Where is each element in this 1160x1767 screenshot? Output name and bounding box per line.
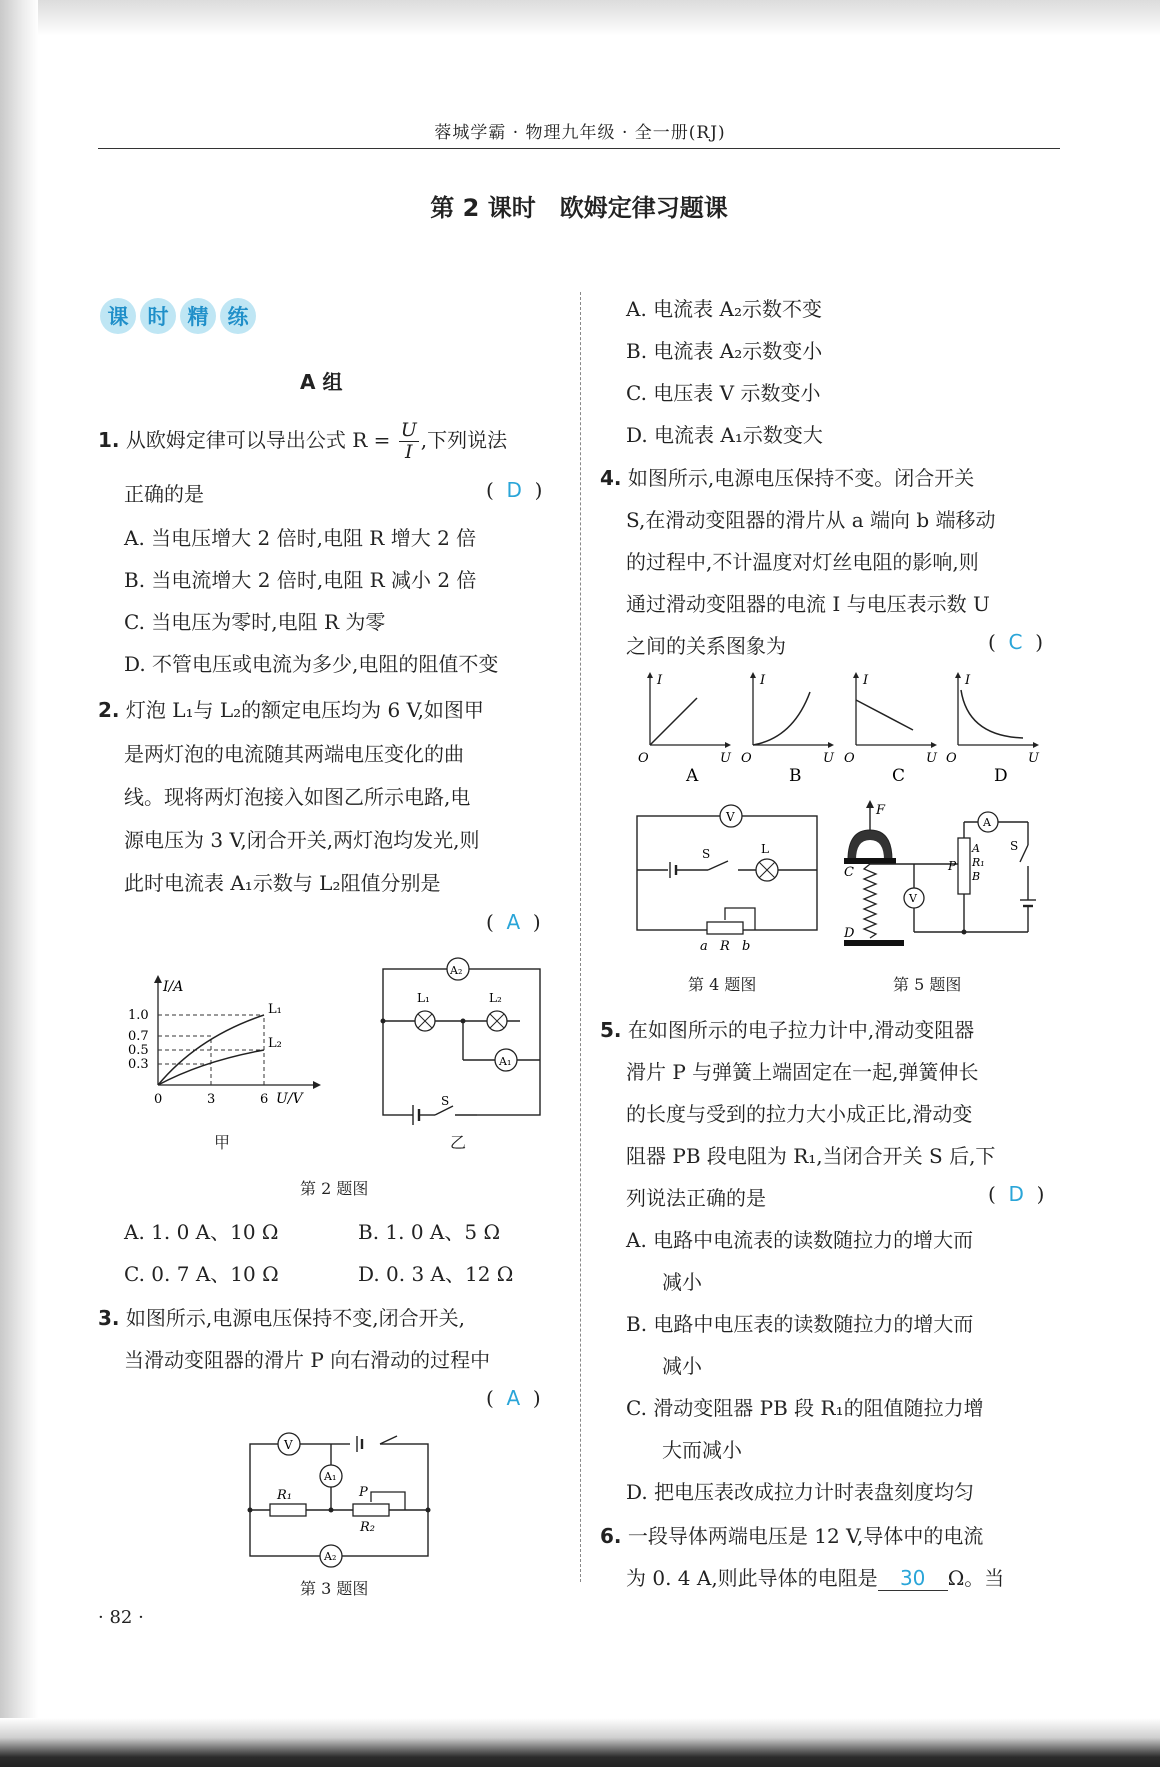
q2-option: C. 0. 7 A、10 Ω: [124, 1262, 279, 1286]
q4-graphs: [635, 670, 1045, 785]
q1-stem-a: 从欧姆定律可以导出公式 R =: [125, 427, 391, 452]
terminal-label: b: [742, 939, 751, 954]
axis-i: I: [863, 673, 869, 688]
q2-line: 源电压为 3 V,闭合开关,两灯泡均发光,则: [124, 828, 480, 852]
lamp-label: L₂: [489, 991, 502, 1005]
graph-label: B: [789, 766, 802, 785]
terminal-label: a: [700, 939, 708, 954]
header-rule: [98, 148, 1060, 149]
q4-line: S,在滑动变阻器的滑片从 a 端向 b 端移动: [626, 508, 996, 532]
q3-figure-caption: 第 3 题图: [300, 1579, 369, 1598]
q5-text: 在如图所示的电子拉力计中,滑动变阻器: [627, 1018, 975, 1042]
tick-label: 6: [260, 1092, 269, 1107]
page-number: · 82 ·: [98, 1607, 144, 1628]
q5-option: B. 电路中电压表的读数随拉力的增大而: [626, 1312, 974, 1336]
q2-line: 是两灯泡的电流随其两端电压变化的曲: [124, 742, 464, 766]
axis-u: U: [823, 751, 834, 766]
axis-o: O: [844, 751, 855, 766]
q5-option: C. 滑动变阻器 PB 段 R₁的阻值随拉力增: [626, 1396, 984, 1420]
q4-line: 的过程中,不计温度对灯丝电阻的影响,则: [626, 550, 979, 574]
switch-label: S: [1010, 839, 1019, 853]
q5-answer: ( D ): [988, 1182, 1045, 1206]
page-top-shadow: [0, 0, 1160, 36]
q2-line: 此时电流表 A₁示数与 L₂阻值分别是: [124, 871, 441, 895]
frac-denominator: I: [405, 440, 413, 463]
lamp-label: L: [761, 842, 769, 856]
group-heading: A 组: [300, 370, 343, 394]
q5-line: 滑片 P 与弹簧上端固定在一起,弹簧伸长: [626, 1060, 979, 1084]
q2-answer: ( A ): [486, 910, 541, 934]
graph-caption: 甲: [214, 1133, 231, 1152]
q3-line: [98, 1302, 465, 1331]
badge-char: 练: [220, 298, 256, 334]
tick-label: 0.3: [128, 1057, 149, 1072]
q3-option: B. 电流表 A₂示数变小: [626, 339, 823, 363]
tick-label: 0.7: [128, 1029, 149, 1044]
q3-circuit: [245, 1430, 435, 1570]
q6-line: [600, 1520, 983, 1549]
resistor-label: R: [720, 939, 730, 954]
q6-answer-blank: 30: [878, 1566, 948, 1591]
q5-figure: [838, 800, 1038, 955]
q1-option: C. 当电压为零时,电阻 R 为零: [124, 610, 386, 634]
q1-option: D. 不管电压或电流为多少,电阻的阻值不变: [124, 652, 499, 676]
q1-answer: ( D ): [486, 478, 543, 502]
slider-label: P: [948, 859, 957, 873]
meter-label: A₂: [450, 964, 463, 977]
q6-text-a: 为 0. 4 A,则此导体的电阻是: [626, 1566, 878, 1590]
meter-label: V: [726, 810, 735, 824]
circuit-caption: 乙: [450, 1133, 467, 1152]
q4-line: [600, 462, 974, 491]
lesson-title: 第 2 课时 欧姆定律习题课: [430, 194, 728, 222]
q1-stem-b: ,下列说法: [420, 427, 508, 452]
graph-xlabel: U/V: [276, 1091, 303, 1107]
q5-option-cont: 减小: [662, 1270, 702, 1294]
answer-letter: D: [1008, 1182, 1024, 1206]
q6-text: 一段导体两端电压是 12 V,导体中的电流: [627, 1524, 984, 1548]
q5-option-cont: 大而减小: [662, 1438, 742, 1462]
q5-line: [600, 1014, 974, 1043]
meter-label: V: [909, 892, 917, 905]
curve-label: L₂: [268, 1036, 282, 1051]
page-left-shadow: [0, 0, 38, 1767]
q1-stem: [98, 420, 507, 463]
axis-o: O: [638, 751, 649, 766]
end-label: B: [972, 870, 981, 883]
q2-text: 灯泡 L₁与 L₂的额定电压均为 6 V,如图甲: [125, 698, 484, 722]
answer-letter: A: [506, 1386, 521, 1410]
q2-iu-graph: [128, 975, 328, 1125]
answer-letter: D: [506, 478, 522, 502]
slider-label: P: [359, 1485, 368, 1500]
graph-label: D: [994, 766, 1008, 785]
q2-circuit: [375, 955, 550, 1125]
graph-b: [741, 672, 835, 785]
q3-number: 3.: [98, 1306, 120, 1330]
graph-c: [844, 672, 938, 785]
tick-label: 0: [154, 1092, 163, 1107]
force-label: F: [876, 803, 886, 818]
column-divider: [580, 292, 581, 1582]
q3-option: C. 电压表 V 示数变小: [626, 381, 821, 405]
badge-char: 课: [100, 298, 136, 334]
graph-d: [946, 672, 1040, 785]
q4-figure-caption: 第 4 题图: [688, 975, 757, 994]
meter-label: A₁: [324, 1470, 337, 1483]
resistor-label: R₁: [972, 856, 985, 869]
axis-u: U: [1028, 751, 1039, 766]
meter-label: A₂: [324, 1550, 337, 1563]
q2-number: 2.: [98, 698, 120, 722]
q5-figure-caption: 第 5 题图: [893, 975, 962, 994]
answer-letter: A: [506, 910, 521, 934]
q5-option-cont: 减小: [662, 1354, 702, 1378]
axis-u: U: [720, 751, 731, 766]
q5-option: D. 把电压表改成拉力计时表盘刻度均匀: [626, 1480, 975, 1504]
q3-line: 当滑动变阻器的滑片 P 向右滑动的过程中: [124, 1348, 491, 1372]
end-label: A: [972, 842, 980, 855]
axis-i: I: [965, 673, 971, 688]
frac-numerator: U: [400, 419, 417, 441]
q4-line: 通过滑动变阻器的电流 I 与电压表示数 U: [626, 592, 990, 616]
q4-circuit: [632, 800, 822, 960]
point-label: C: [844, 865, 854, 880]
q2-figure-caption: 第 2 题图: [300, 1179, 369, 1198]
tick-label: 0.5: [128, 1043, 149, 1058]
q2-line: [98, 694, 484, 723]
section-badge: [100, 298, 256, 334]
axis-u: U: [926, 751, 937, 766]
axis-o: O: [946, 751, 957, 766]
q1-option: B. 当电流增大 2 倍时,电阻 R 减小 2 倍: [124, 568, 477, 592]
badge-char: 时: [140, 298, 176, 334]
q4-line: 之间的关系图象为: [626, 634, 786, 658]
axis-i: I: [760, 673, 766, 688]
q4-number: 4.: [600, 466, 622, 490]
meter-label: V: [284, 1438, 293, 1452]
graph-ylabel: I/A: [163, 979, 184, 995]
q4-text: 如图所示,电源电压保持不变。闭合开关: [627, 466, 975, 490]
graph-a: [638, 672, 732, 785]
q3-answer: ( A ): [486, 1386, 541, 1410]
q2-option: D. 0. 3 A、12 Ω: [358, 1262, 514, 1286]
tick-label: 3: [207, 1092, 216, 1107]
meter-label: A: [983, 816, 991, 829]
point-label: D: [844, 926, 855, 941]
q3-option: A. 电流表 A₂示数不变: [626, 297, 822, 321]
q2-option: B. 1. 0 A、5 Ω: [358, 1220, 501, 1244]
switch-label: S: [441, 1094, 450, 1108]
running-header: 蓉城学霸 · 物理九年级 · 全一册(RJ): [434, 123, 726, 143]
q1-stem-c: 正确的是: [124, 482, 204, 506]
q1-fraction: [399, 420, 419, 463]
graph-label: A: [686, 766, 699, 785]
resistor-label: R₂: [360, 1520, 375, 1535]
graph-label: C: [892, 766, 906, 785]
q1-number: 1.: [98, 427, 120, 452]
resistor-label: R₁: [277, 1488, 292, 1503]
q2-option: A. 1. 0 A、10 Ω: [124, 1220, 279, 1244]
q2-line: 线。现将两灯泡接入如图乙所示电路,电: [124, 785, 471, 809]
page-bottom-shadow: [0, 1718, 1160, 1767]
q6-text-b: Ω。当: [947, 1566, 1005, 1590]
q1-option: A. 当电压增大 2 倍时,电阻 R 增大 2 倍: [124, 526, 477, 550]
q3-text: 如图所示,电源电压保持不变,闭合开关,: [125, 1306, 465, 1330]
answer-letter: C: [1008, 630, 1023, 654]
q5-option: A. 电路中电流表的读数随拉力的增大而: [626, 1228, 974, 1252]
q4-answer: ( C ): [988, 630, 1044, 654]
q3-option: D. 电流表 A₁示数变大: [626, 423, 823, 447]
switch-label: S: [702, 847, 711, 861]
q6-number: 6.: [600, 1524, 622, 1548]
axis-o: O: [741, 751, 752, 766]
axis-i: I: [657, 673, 663, 688]
lamp-label: L₁: [417, 991, 430, 1005]
q6-line: [626, 1562, 1004, 1591]
q5-line: 列说法正确的是: [626, 1186, 766, 1210]
q5-number: 5.: [600, 1018, 622, 1042]
q5-line: 的长度与受到的拉力大小成正比,滑动变: [626, 1102, 973, 1126]
tick-label: 1.0: [128, 1008, 149, 1023]
badge-char: 精: [180, 298, 216, 334]
curve-label: L₁: [268, 1002, 282, 1017]
q5-line: 阻器 PB 段电阻为 R₁,当闭合开关 S 后,下: [626, 1144, 996, 1168]
meter-label: A₁: [499, 1055, 512, 1068]
